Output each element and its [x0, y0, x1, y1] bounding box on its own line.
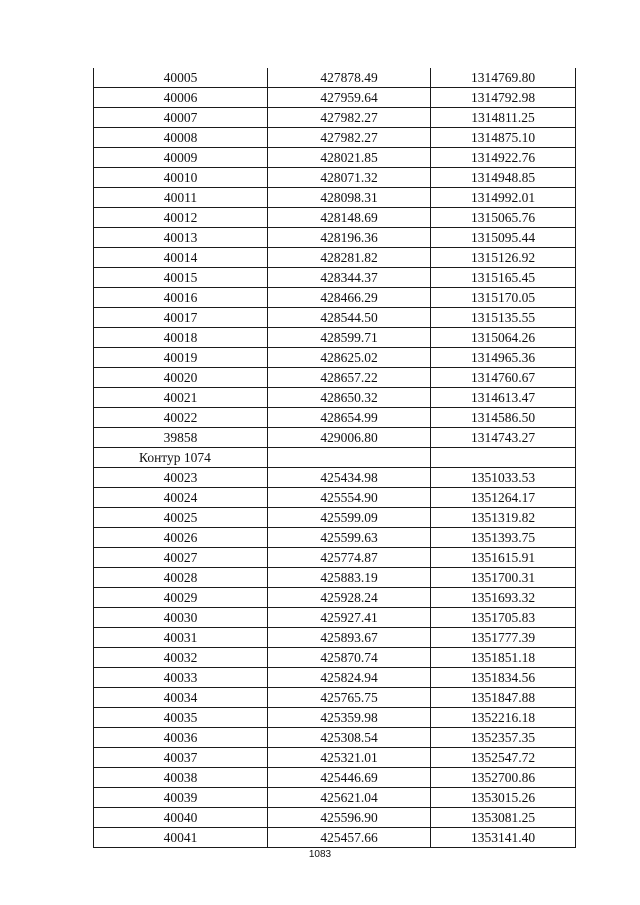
- y-coordinate-cell: 1314769.80: [431, 68, 576, 88]
- point-id-cell: 40017: [94, 308, 268, 328]
- point-id-cell: 40027: [94, 548, 268, 568]
- y-coordinate-cell: 1315065.76: [431, 208, 576, 228]
- table-row: [94, 188, 576, 208]
- y-coordinate-cell: 1351693.32: [431, 588, 576, 608]
- y-coordinate-cell: 1314811.25: [431, 108, 576, 128]
- table-row: [94, 408, 576, 428]
- y-coordinate-cell: 1352357.35: [431, 728, 576, 748]
- coordinates-table: [93, 68, 576, 848]
- x-coordinate-cell: 425927.41: [268, 608, 431, 628]
- x-coordinate-cell: 428657.22: [268, 368, 431, 388]
- x-coordinate-cell: 425928.24: [268, 588, 431, 608]
- point-id-cell: 40028: [94, 568, 268, 588]
- point-id-cell: 40038: [94, 768, 268, 788]
- x-coordinate-cell: 427982.27: [268, 108, 431, 128]
- table-row: [94, 308, 576, 328]
- point-id-cell: 40033: [94, 668, 268, 688]
- y-coordinate-cell: 1315165.45: [431, 268, 576, 288]
- y-coordinate-cell: 1351393.75: [431, 528, 576, 548]
- table-row: [94, 628, 576, 648]
- table-row: [94, 728, 576, 748]
- y-coordinate-cell: 1351319.82: [431, 508, 576, 528]
- x-coordinate-cell: 425434.98: [268, 468, 431, 488]
- table-row: [94, 228, 576, 248]
- y-coordinate-cell: 1351615.91: [431, 548, 576, 568]
- x-coordinate-cell: 425321.01: [268, 748, 431, 768]
- point-id-cell: 40040: [94, 808, 268, 828]
- point-id-cell: 40026: [94, 528, 268, 548]
- table-row: [94, 828, 576, 848]
- x-coordinate-cell: 427959.64: [268, 88, 431, 108]
- point-id-cell: 40009: [94, 148, 268, 168]
- y-coordinate-cell: 1352547.72: [431, 748, 576, 768]
- point-id-cell: 40022: [94, 408, 268, 428]
- y-coordinate-cell: 1353015.26: [431, 788, 576, 808]
- point-id-cell: 40021: [94, 388, 268, 408]
- x-coordinate-cell: 428466.29: [268, 288, 431, 308]
- y-coordinate-cell: 1351264.17: [431, 488, 576, 508]
- coordinates-table-body: [94, 68, 576, 848]
- y-coordinate-cell: 1315064.26: [431, 328, 576, 348]
- y-coordinate-cell: 1315126.92: [431, 248, 576, 268]
- y-coordinate-cell: 1314948.85: [431, 168, 576, 188]
- y-coordinate-cell: 1352216.18: [431, 708, 576, 728]
- point-id-cell: 40020: [94, 368, 268, 388]
- point-id-cell: 40007: [94, 108, 268, 128]
- point-id-cell: 40012: [94, 208, 268, 228]
- point-id-cell: 40034: [94, 688, 268, 708]
- x-coordinate-cell: 425596.90: [268, 808, 431, 828]
- table-row: [94, 688, 576, 708]
- x-coordinate-cell: 425457.66: [268, 828, 431, 848]
- y-coordinate-cell: 1314743.27: [431, 428, 576, 448]
- table-row: [94, 708, 576, 728]
- x-coordinate-cell: 428148.69: [268, 208, 431, 228]
- table-row: [94, 208, 576, 228]
- y-coordinate-cell: 1351777.39: [431, 628, 576, 648]
- point-id-cell: 40032: [94, 648, 268, 668]
- table-row: [94, 788, 576, 808]
- table-row: [94, 108, 576, 128]
- y-coordinate-cell: 1351834.56: [431, 668, 576, 688]
- point-id-cell: 40031: [94, 628, 268, 648]
- x-coordinate-cell: 425554.90: [268, 488, 431, 508]
- x-coordinate-cell: 425883.19: [268, 568, 431, 588]
- y-coordinate-cell: 1353081.25: [431, 808, 576, 828]
- x-coordinate-cell: 427878.49: [268, 68, 431, 88]
- table-row: [94, 288, 576, 308]
- y-coordinate-cell: 1351700.31: [431, 568, 576, 588]
- point-id-cell: 40024: [94, 488, 268, 508]
- table-row: [94, 348, 576, 368]
- x-coordinate-cell: 425765.75: [268, 688, 431, 708]
- x-coordinate-cell: 425359.98: [268, 708, 431, 728]
- table-row: [94, 588, 576, 608]
- y-coordinate-cell: 1315135.55: [431, 308, 576, 328]
- x-coordinate-cell: 428071.32: [268, 168, 431, 188]
- table-row: [94, 468, 576, 488]
- point-id-cell: 40039: [94, 788, 268, 808]
- x-coordinate-cell: 425621.04: [268, 788, 431, 808]
- table-row: [94, 248, 576, 268]
- y-coordinate-cell: 1314992.01: [431, 188, 576, 208]
- point-id-cell: 40016: [94, 288, 268, 308]
- table-row: [94, 488, 576, 508]
- x-coordinate-cell: 428281.82: [268, 248, 431, 268]
- page-number: 1083: [308, 849, 332, 860]
- table-row: [94, 148, 576, 168]
- point-id-cell: 40030: [94, 608, 268, 628]
- table-row: [94, 748, 576, 768]
- y-coordinate-cell: 1314875.10: [431, 128, 576, 148]
- point-id-cell: 40015: [94, 268, 268, 288]
- table-row: [94, 388, 576, 408]
- point-id-cell: 40035: [94, 708, 268, 728]
- x-coordinate-cell: 428625.02: [268, 348, 431, 368]
- x-coordinate-cell: 428654.99: [268, 408, 431, 428]
- y-coordinate-cell: 1314792.98: [431, 88, 576, 108]
- y-coordinate-cell: 1351705.83: [431, 608, 576, 628]
- x-coordinate-cell: 425774.87: [268, 548, 431, 568]
- y-coordinate-cell: 1314965.36: [431, 348, 576, 368]
- section-title-cell: Контур 1074: [94, 448, 268, 468]
- x-coordinate-cell: 425893.67: [268, 628, 431, 648]
- table-row: [94, 548, 576, 568]
- y-coordinate-cell: 1314586.50: [431, 408, 576, 428]
- x-coordinate-cell: 425446.69: [268, 768, 431, 788]
- x-coordinate-cell: 428098.31: [268, 188, 431, 208]
- point-id-cell: 40006: [94, 88, 268, 108]
- table-row: [94, 528, 576, 548]
- table-row: [94, 608, 576, 628]
- y-coordinate-cell: 1315170.05: [431, 288, 576, 308]
- point-id-cell: 40029: [94, 588, 268, 608]
- x-coordinate-cell: 428021.85: [268, 148, 431, 168]
- table-row: [94, 668, 576, 688]
- y-coordinate-cell: 1351851.18: [431, 648, 576, 668]
- point-id-cell: 40014: [94, 248, 268, 268]
- point-id-cell: 40025: [94, 508, 268, 528]
- point-id-cell: 40037: [94, 748, 268, 768]
- section-header-row: [94, 448, 576, 468]
- y-coordinate-cell: 1353141.40: [431, 828, 576, 848]
- table-row: [94, 168, 576, 188]
- y-coordinate-cell: [431, 448, 576, 468]
- y-coordinate-cell: 1315095.44: [431, 228, 576, 248]
- x-coordinate-cell: 428344.37: [268, 268, 431, 288]
- table-row: [94, 368, 576, 388]
- x-coordinate-cell: 429006.80: [268, 428, 431, 448]
- table-row: [94, 768, 576, 788]
- y-coordinate-cell: 1352700.86: [431, 768, 576, 788]
- y-coordinate-cell: 1351033.53: [431, 468, 576, 488]
- point-id-cell: 40023: [94, 468, 268, 488]
- table-row: [94, 68, 576, 88]
- table-row: [94, 648, 576, 668]
- table-row: [94, 568, 576, 588]
- table-row: [94, 328, 576, 348]
- point-id-cell: 40005: [94, 68, 268, 88]
- point-id-cell: 40036: [94, 728, 268, 748]
- y-coordinate-cell: 1314613.47: [431, 388, 576, 408]
- point-id-cell: 40013: [94, 228, 268, 248]
- x-coordinate-cell: 428196.36: [268, 228, 431, 248]
- x-coordinate-cell: 425824.94: [268, 668, 431, 688]
- point-id-cell: 40008: [94, 128, 268, 148]
- x-coordinate-cell: [268, 448, 431, 468]
- x-coordinate-cell: 425308.54: [268, 728, 431, 748]
- table-row: [94, 128, 576, 148]
- table-row: [94, 428, 576, 448]
- x-coordinate-cell: 427982.27: [268, 128, 431, 148]
- y-coordinate-cell: 1314922.76: [431, 148, 576, 168]
- point-id-cell: 40041: [94, 828, 268, 848]
- y-coordinate-cell: 1351847.88: [431, 688, 576, 708]
- x-coordinate-cell: 425599.09: [268, 508, 431, 528]
- x-coordinate-cell: 425870.74: [268, 648, 431, 668]
- table-row: [94, 88, 576, 108]
- x-coordinate-cell: 428650.32: [268, 388, 431, 408]
- x-coordinate-cell: 428544.50: [268, 308, 431, 328]
- point-id-cell: 40011: [94, 188, 268, 208]
- y-coordinate-cell: 1314760.67: [431, 368, 576, 388]
- table-row: [94, 808, 576, 828]
- point-id-cell: 40018: [94, 328, 268, 348]
- x-coordinate-cell: 425599.63: [268, 528, 431, 548]
- point-id-cell: 40019: [94, 348, 268, 368]
- x-coordinate-cell: 428599.71: [268, 328, 431, 348]
- point-id-cell: 39858: [94, 428, 268, 448]
- table-row: [94, 268, 576, 288]
- point-id-cell: 40010: [94, 168, 268, 188]
- table-row: [94, 508, 576, 528]
